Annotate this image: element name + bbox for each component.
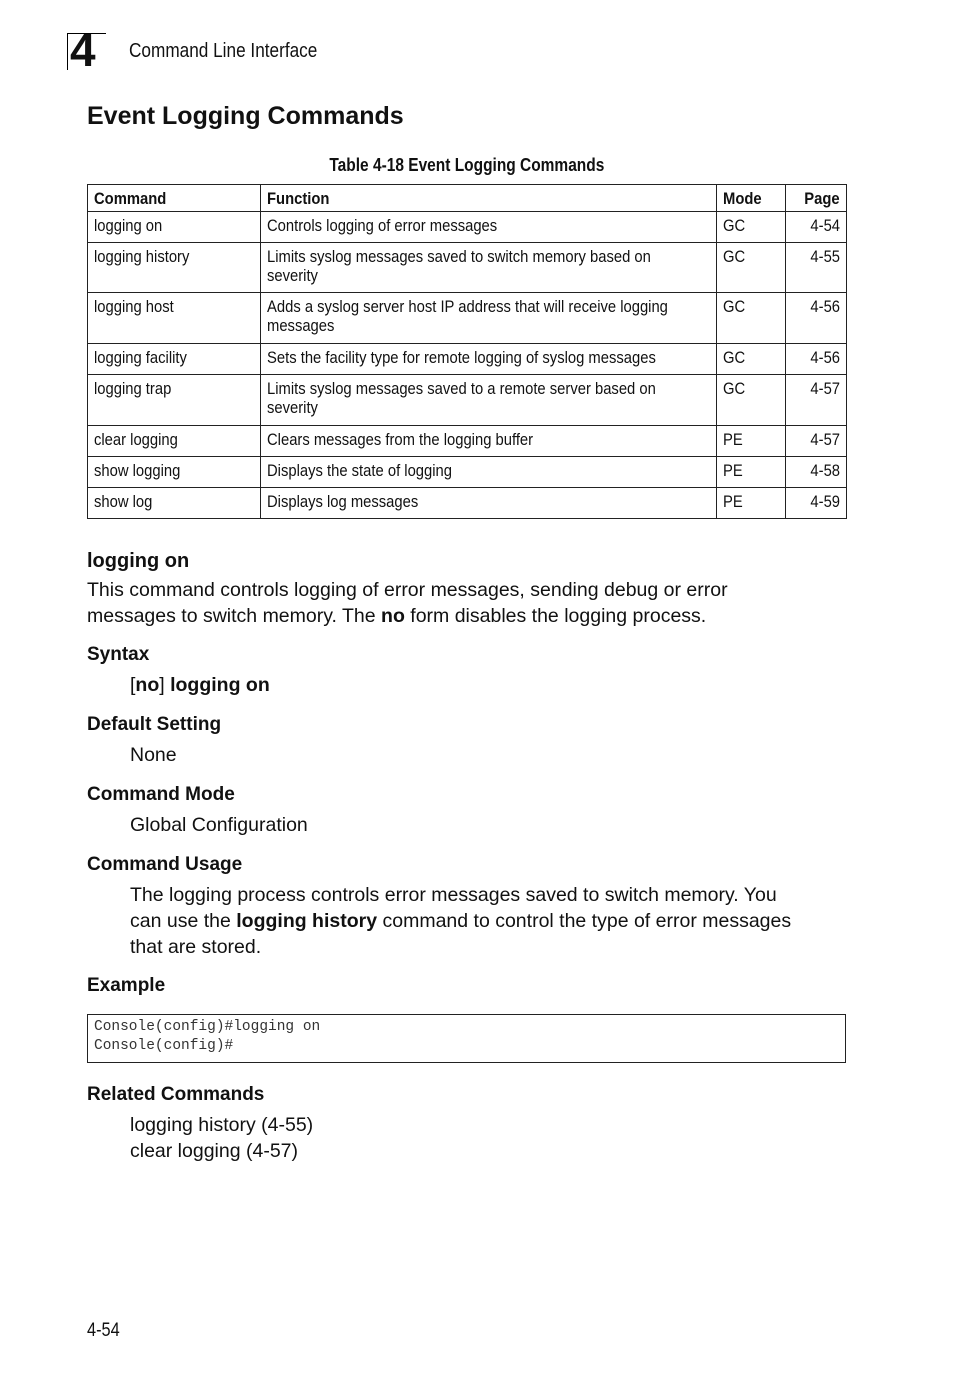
event-logging-table — [87, 184, 847, 519]
cell-mode: GC — [717, 293, 786, 344]
page-number: 4-54 — [87, 1320, 120, 1341]
column-header-command: Command — [88, 185, 261, 212]
command-title: logging on — [87, 550, 190, 572]
code-line: Console(config)# — [94, 1038, 234, 1054]
cell-command: logging trap — [88, 375, 261, 426]
cell-page: 4-56 — [786, 344, 847, 375]
cell-command: logging host — [88, 293, 261, 344]
related-commands-heading: Related Commands — [87, 1084, 265, 1105]
cell-page: 4-57 — [786, 375, 847, 426]
code-line: Console(config)#logging on — [94, 1019, 321, 1035]
example-code-box — [87, 1014, 846, 1063]
related-command-item: logging history (4-55) — [130, 1114, 314, 1136]
cell-page: 4-56 — [786, 293, 847, 344]
table-row — [88, 375, 847, 426]
command-usage-heading: Command Usage — [87, 854, 243, 875]
command-description — [87, 577, 728, 629]
description-line-2: messages to switch memory. The no form disables the logging process. — [87, 605, 707, 627]
cell-function: Displays the state of logging — [261, 457, 717, 488]
cell-function: Sets the facility type for remote logging of syslog messages — [261, 344, 717, 375]
command-mode-value: Global Configuration — [130, 814, 308, 836]
no-keyword: no — [381, 605, 405, 627]
cell-function: Limits syslog messages saved to switch memory based on severity — [261, 243, 717, 293]
column-header-page: Page — [786, 185, 847, 212]
logging-history-keyword: logging history — [236, 910, 378, 932]
cell-function: Limits syslog messages saved to a remote server based on severity — [261, 375, 717, 426]
cell-mode: PE — [717, 457, 786, 488]
section-title: Event Logging Commands — [87, 102, 404, 130]
usage-line-1: The logging process controls error messages saved to switch memory. You — [130, 884, 777, 906]
cell-command: clear logging — [88, 426, 261, 457]
cell-mode: PE — [717, 426, 786, 457]
cell-page: 4-59 — [786, 488, 847, 519]
cell-function: Adds a syslog server host IP address that will receive logging messages — [261, 293, 717, 344]
related-command-item: clear logging (4-57) — [130, 1140, 299, 1162]
description-line-1: This command controls logging of error messages, sending debug or error — [87, 579, 728, 601]
cell-command: show log — [88, 488, 261, 519]
chapter-title: Command Line Interface — [129, 40, 318, 62]
cell-mode: GC — [717, 375, 786, 426]
cell-page: 4-55 — [786, 243, 847, 293]
related-commands-list — [130, 1112, 313, 1164]
usage-line-3: that are stored. — [130, 936, 262, 958]
cell-mode: GC — [717, 344, 786, 375]
table-row — [88, 212, 847, 243]
cell-function: Clears messages from the logging buffer — [261, 426, 717, 457]
table-caption-text: Table 4-18 Event Logging Commands — [329, 155, 605, 175]
syntax-value: [no] logging on — [130, 674, 270, 696]
cell-mode: GC — [717, 243, 786, 293]
table-caption — [0, 155, 934, 176]
default-setting-value: None — [130, 744, 177, 766]
syntax-heading: Syntax — [87, 644, 150, 665]
table-row — [88, 426, 847, 457]
cell-command: show logging — [88, 457, 261, 488]
cell-command: logging on — [88, 212, 261, 243]
table-row — [88, 488, 847, 519]
chapter-number: 4 — [70, 24, 95, 76]
default-setting-heading: Default Setting — [87, 714, 222, 735]
command-mode-heading: Command Mode — [87, 784, 235, 805]
table-row — [88, 293, 847, 344]
table-row — [88, 344, 847, 375]
column-header-function: Function — [261, 185, 717, 212]
cell-page: 4-57 — [786, 426, 847, 457]
cell-page: 4-54 — [786, 212, 847, 243]
cell-function: Controls logging of error messages — [261, 212, 717, 243]
cell-command: logging facility — [88, 344, 261, 375]
cell-mode: PE — [717, 488, 786, 519]
cell-page: 4-58 — [786, 457, 847, 488]
usage-line-2: can use the logging history command to control the type of error messages — [130, 910, 792, 932]
column-header-mode: Mode — [717, 185, 786, 212]
table-row — [88, 243, 847, 293]
table-row — [88, 457, 847, 488]
cell-function: Displays log messages — [261, 488, 717, 519]
command-usage-text — [130, 882, 791, 960]
example-heading: Example — [87, 975, 166, 996]
table-header-row — [88, 185, 847, 212]
cell-mode: GC — [717, 212, 786, 243]
cell-command: logging history — [88, 243, 261, 293]
